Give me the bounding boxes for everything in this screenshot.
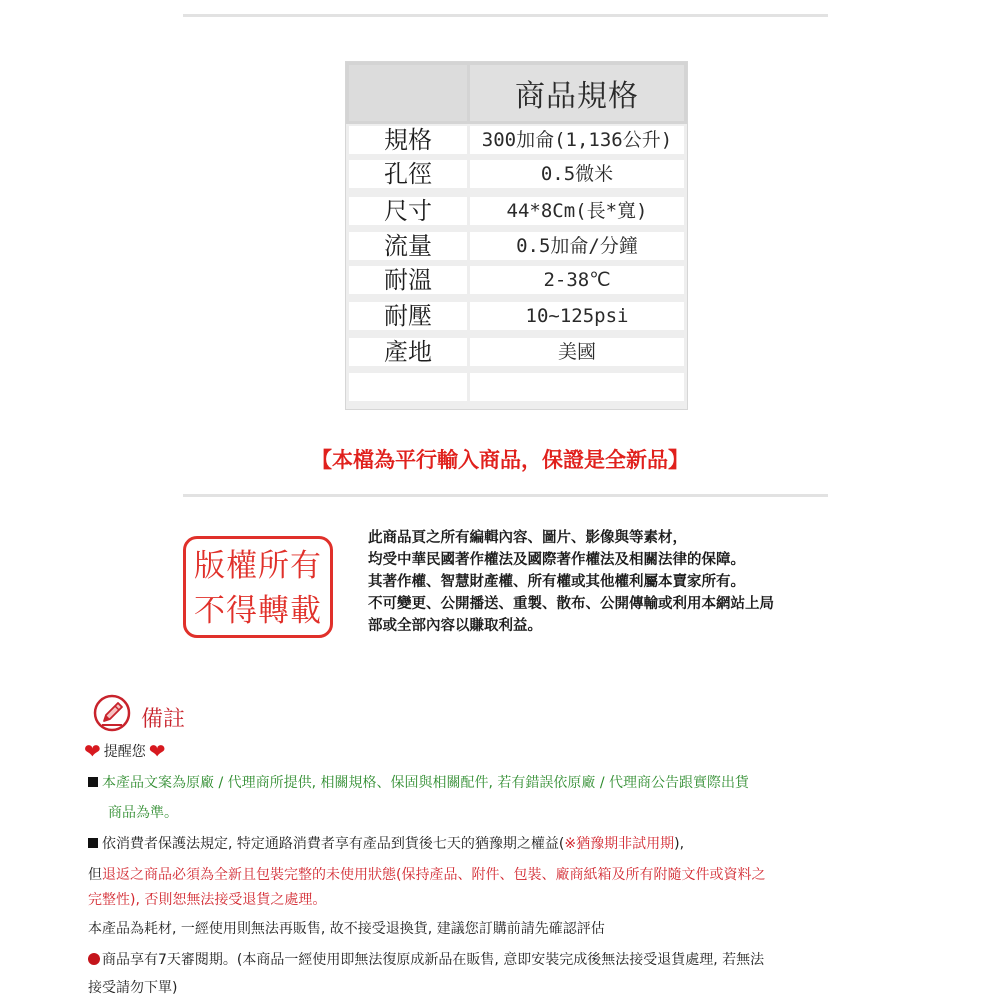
note-line	[88, 889, 326, 909]
spec-table-header	[346, 62, 687, 124]
spec-row-pressure	[346, 300, 687, 331]
spec-row-size-spec	[346, 124, 687, 155]
note-line	[88, 864, 765, 884]
note-text: 但	[88, 867, 102, 883]
spec-row-empty	[346, 371, 687, 402]
copyright-stamp	[183, 536, 333, 638]
spec-label: 規格	[349, 126, 467, 154]
note-text: 接受請勿下單)	[88, 980, 178, 996]
spec-header-blank	[349, 65, 467, 121]
note-line	[88, 977, 177, 997]
spec-value: 44*8Cm(長*寬)	[470, 197, 684, 225]
spec-value	[470, 373, 684, 401]
parallel-import-notice: 【本檔為平行輸入商品，保證是全新品】	[311, 448, 689, 472]
spec-row-temperature	[346, 264, 687, 295]
remind-text: 提醒您	[103, 744, 146, 760]
stamp-line-2: 不得轉載	[194, 593, 322, 629]
note-line	[88, 833, 684, 853]
spec-value: 2-38℃	[470, 266, 684, 294]
note-line	[88, 918, 605, 938]
note-text-highlight: 完整性), 否則恕無法接受退貨之處理。	[88, 892, 327, 908]
pencil-icon	[92, 693, 132, 733]
top-divider	[183, 14, 828, 17]
spec-row-flow	[346, 230, 687, 261]
stamp-line-1: 版權所有	[194, 548, 322, 584]
note-text-highlight: ※猶豫期非試用期	[564, 836, 675, 852]
spec-label: 流量	[349, 232, 467, 260]
spec-label: 孔徑	[349, 160, 467, 188]
remarks-title: 備註	[141, 707, 186, 732]
middle-divider	[183, 494, 828, 497]
copyright-line: 部或全部內容以賺取利益。	[368, 618, 542, 634]
remind-line	[84, 741, 166, 761]
note-text: ),	[674, 836, 685, 852]
spec-row-origin	[346, 336, 687, 367]
copyright-text	[368, 527, 774, 637]
spec-table	[345, 61, 688, 410]
spec-label: 耐壓	[349, 302, 467, 330]
spec-table-title: 商品規格	[470, 65, 684, 121]
spec-label: 耐溫	[349, 266, 467, 294]
note-text: 商品享有7天審閱期。	[102, 952, 237, 968]
note-text: (本商品一經使用即無法復原成新品在販售, 意即安裝完成後無法接受退貨處理, 若無法	[236, 952, 765, 968]
note-text: 依消費者保護法規定, 特定通路消費者享有產品到貨後七天的猶豫期之權益(	[102, 836, 565, 852]
note-line	[108, 802, 178, 822]
spec-value: 0.5加侖/分鐘	[470, 232, 684, 260]
heart-icon: ❤	[148, 739, 166, 763]
spec-row-dimension	[346, 195, 687, 226]
spec-row-pore	[346, 158, 687, 189]
note-line	[88, 772, 749, 792]
note-line	[88, 949, 764, 969]
red-dot-bullet-icon	[88, 953, 100, 965]
spec-value: 300加侖(1,136公升)	[470, 126, 684, 154]
spec-label: 產地	[349, 338, 467, 366]
note-text: 本產品文案為原廠 / 代理商所提供, 相關規格、保固與相關配件, 若有錯誤依原廠 / 代理商公告跟實際出貨	[102, 775, 750, 791]
copyright-line: 其著作權、智慧財產權、所有權或其他權利屬本賣家所有。	[368, 574, 745, 590]
note-text: 本產品為耗材, 一經使用則無法再販售, 故不接受退換貨, 建議您訂購前請先確認評估	[88, 921, 605, 937]
copyright-line: 不可變更、公開播送、重製、散布、公開傳輸或利用本網站上局	[368, 596, 774, 612]
square-bullet-icon	[88, 838, 98, 848]
heart-icon: ❤	[84, 739, 101, 763]
copyright-line: 均受中華民國著作權法及國際著作權法及相關法律的保障。	[368, 552, 745, 568]
spec-value: 美國	[470, 338, 684, 366]
spec-label	[349, 373, 467, 401]
note-text: 商品為準。	[108, 805, 178, 821]
spec-value: 0.5微米	[470, 160, 684, 188]
note-text-highlight: 退返之商品必須為全新且包裝完整的未使用狀態(保持產品、附件、包裝、廠商紙箱及所有附隨文件或資料之	[102, 867, 766, 883]
spec-label: 尺寸	[349, 197, 467, 225]
square-bullet-icon	[88, 777, 98, 787]
spec-value: 10~125psi	[470, 302, 684, 330]
copyright-line: 此商品頁之所有編輯內容、圖片、影像與等素材，	[368, 530, 687, 546]
